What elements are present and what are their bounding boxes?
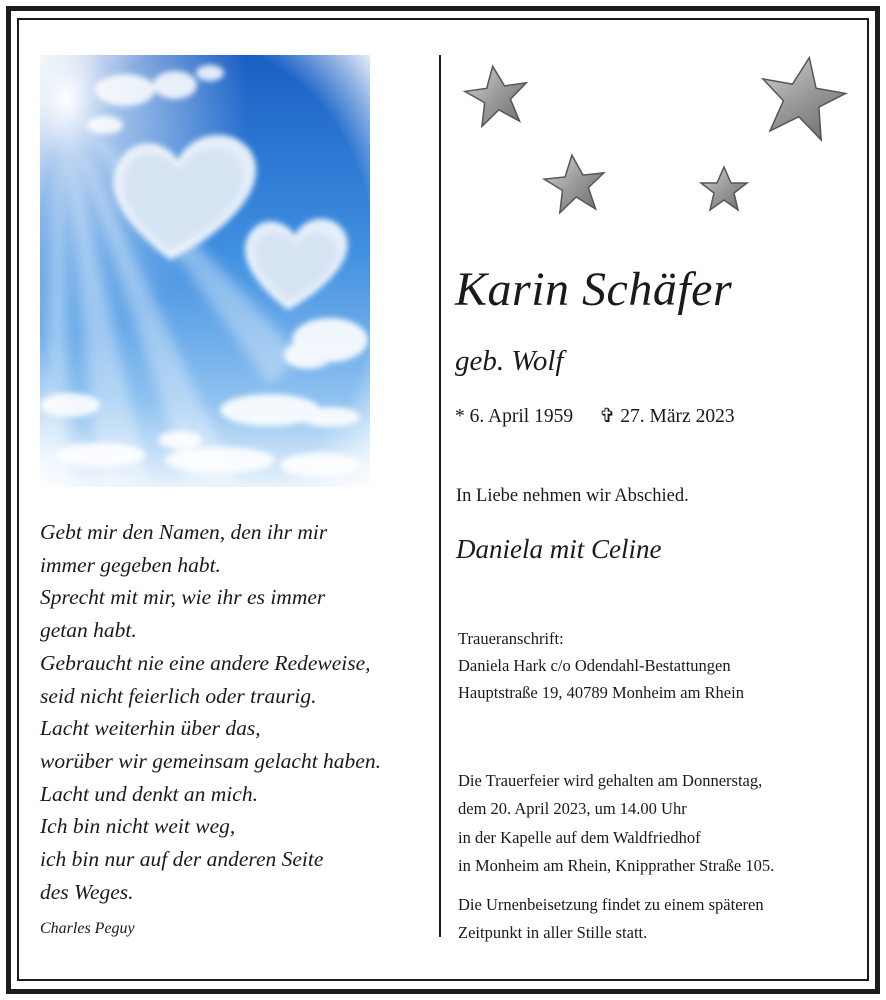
birth-name: geb. Wolf bbox=[455, 345, 564, 377]
star-icon bbox=[462, 62, 531, 128]
column-divider bbox=[439, 55, 441, 937]
life-dates bbox=[455, 404, 735, 428]
stars-decoration bbox=[455, 55, 855, 225]
service-line: in der Kapelle auf dem Waldfriedhof bbox=[458, 827, 701, 847]
deceased-name: Karin Schäfer bbox=[455, 263, 733, 316]
star-icon bbox=[542, 152, 608, 214]
poem-line: worüber wir gemeinsam gelacht haben. bbox=[40, 748, 381, 773]
service-info bbox=[458, 767, 774, 880]
birth-date: * 6. April 1959 bbox=[455, 406, 574, 427]
address-line: Daniela Hark c/o Odendahl-Bestattungen bbox=[458, 656, 731, 675]
poem bbox=[40, 516, 430, 908]
poem-line: getan habt. bbox=[40, 618, 137, 643]
poem-line: Ich bin nicht weit weg, bbox=[40, 814, 236, 839]
poem-line: Gebraucht nie eine andere Redeweise, bbox=[40, 650, 371, 675]
poem-line: Lacht weiterhin über das, bbox=[40, 716, 261, 741]
mourning-address bbox=[458, 625, 744, 706]
burial-info bbox=[458, 891, 764, 947]
service-line: dem 20. April 2023, um 14.00 Uhr bbox=[458, 799, 687, 819]
poem-line: des Weges. bbox=[40, 879, 134, 904]
address-line: Traueranschrift: bbox=[458, 629, 564, 648]
burial-line: Die Urnenbeisetzung findet zu einem späteren bbox=[458, 895, 764, 914]
poem-line: seid nicht feierlich oder traurig. bbox=[40, 683, 317, 708]
poem-line: ich bin nur auf der anderen Seite bbox=[40, 847, 324, 872]
cloud-hearts-photo bbox=[40, 55, 370, 487]
burial-line: Zeitpunkt in aller Stille statt. bbox=[458, 923, 648, 942]
poem-author: Charles Peguy bbox=[40, 920, 135, 937]
service-line: Die Trauerfeier wird gehalten am Donnerstag, bbox=[458, 771, 763, 790]
star-icon bbox=[701, 167, 747, 210]
poem-line: Gebt mir den Namen, den ihr mir bbox=[40, 520, 328, 544]
death-date: ✞ 27. März 2023 bbox=[599, 406, 735, 427]
farewell-text: In Liebe nehmen wir Abschied. bbox=[456, 486, 689, 506]
mourners: Daniela mit Celine bbox=[456, 534, 662, 564]
star-icon bbox=[754, 55, 850, 143]
address-line: Hauptstraße 19, 40789 Monheim am Rhein bbox=[458, 683, 744, 702]
poem-line: immer gegeben habt. bbox=[40, 552, 221, 577]
poem-line: Lacht und denkt an mich. bbox=[40, 781, 258, 806]
service-line: in Monheim am Rhein, Knipprather Straße 105. bbox=[458, 855, 775, 875]
poem-line: Sprecht mit mir, wie ihr es immer bbox=[40, 585, 326, 610]
